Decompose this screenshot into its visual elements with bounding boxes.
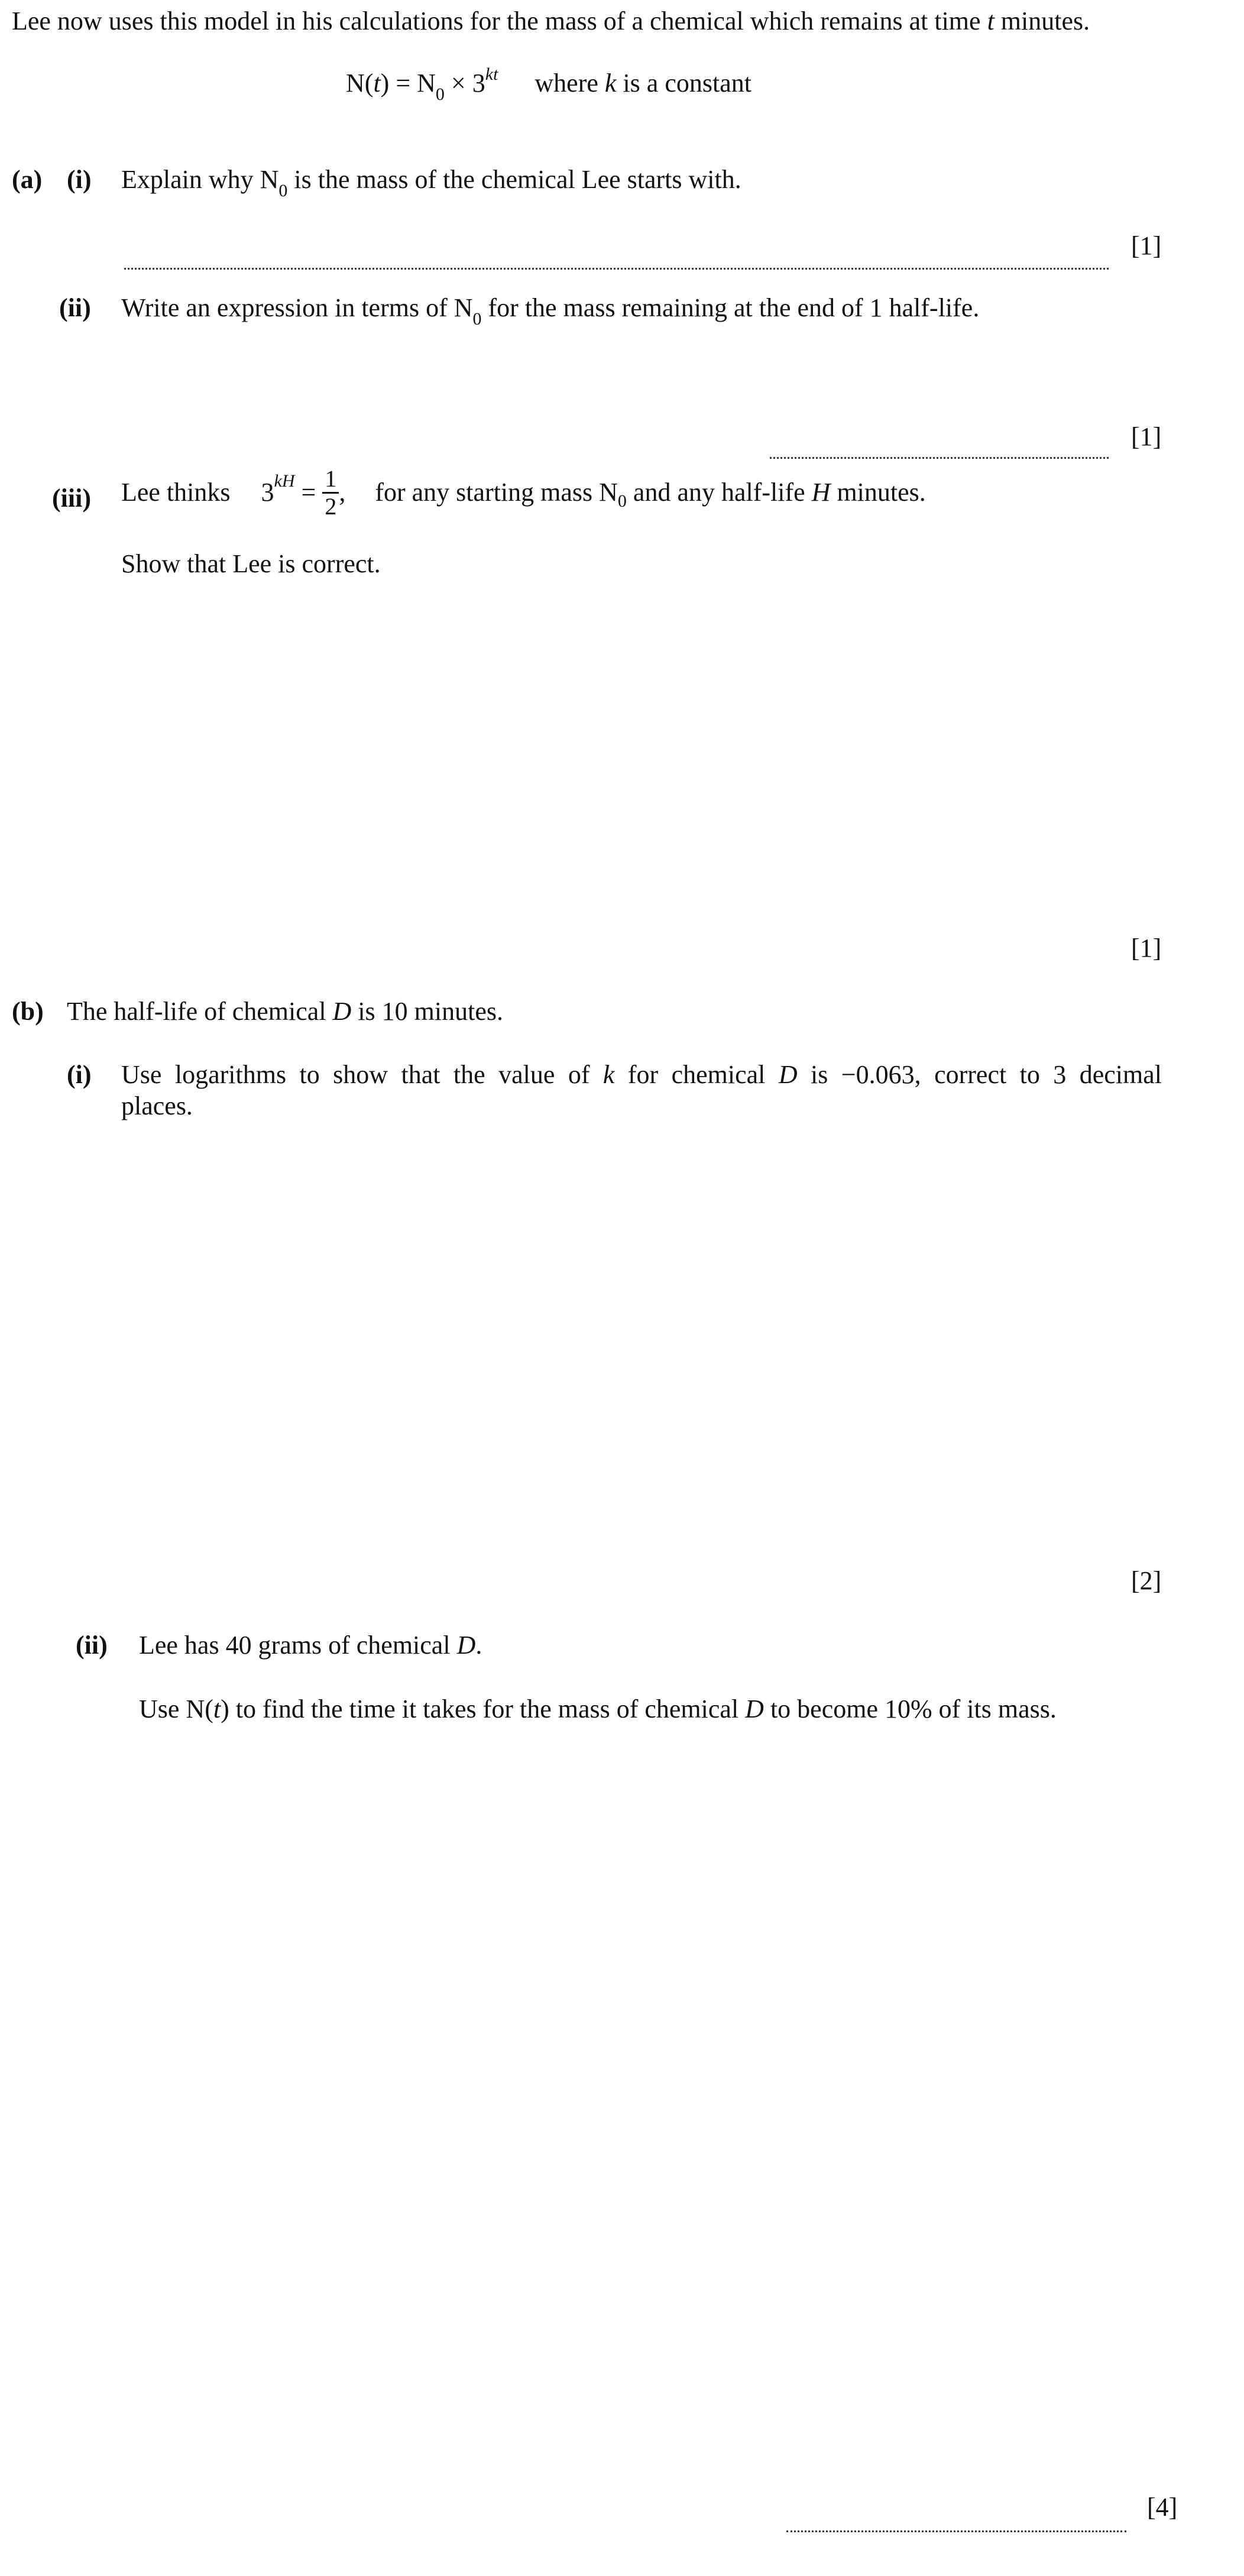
part-b-ii-line1	[139, 1630, 482, 1661]
part-a-iii-comma: ,	[339, 478, 346, 507]
part-b-ii-line1-before: Lee has 40 grams of chemical	[139, 1631, 457, 1660]
part-b-ii-var-t: t	[213, 1694, 221, 1723]
part-a-ii-text-before: Write an expression in terms of N	[121, 293, 473, 322]
part-b-i-text-after: is −0.063, correct to 3 decimal	[797, 1060, 1162, 1089]
part-a-iii-exponent: kH	[274, 471, 295, 491]
formula-times: × 3	[444, 69, 485, 98]
part-a-i-subscript-0: 0	[278, 181, 288, 200]
part-a-iii-text-mid2: and any half-life	[626, 478, 812, 507]
part-a-i-text-before: Explain why N	[121, 165, 279, 194]
part-b-ii-var-D: D	[456, 1631, 476, 1660]
part-a-iii-mark: [1]	[1131, 934, 1162, 963]
part-a-iii-text-end: minutes.	[830, 478, 926, 507]
part-a-ii-subscript-0: 0	[472, 309, 482, 329]
part-a-ii-text-after: for the mass remaining at the end of 1 half-life.	[481, 293, 980, 322]
part-b-ii-var-D2: D	[745, 1694, 764, 1723]
part-b-label: (b)	[12, 997, 44, 1026]
intro-text	[12, 6, 1090, 37]
part-a-iii-base: 3	[261, 478, 274, 507]
part-b-i-text-mid: for chemical	[614, 1060, 779, 1089]
formula-var-k: k	[604, 69, 617, 98]
part-b-ii-line2-before: Use N(	[139, 1694, 213, 1723]
part-b-i-mark: [2]	[1131, 1566, 1162, 1595]
part-b-i-question-line2: places.	[121, 1091, 193, 1120]
intro-text-before: Lee now uses this model in his calculations for the mass of a chemical which remains at time	[12, 7, 987, 35]
intro-text-after: minutes.	[994, 7, 1090, 35]
part-a-ii-mark: [1]	[1131, 422, 1162, 451]
part-b-ii-mark: [4]	[1147, 2493, 1178, 2522]
formula-exponent: kt	[485, 64, 498, 84]
part-b-i-text-before: Use logarithms to show that the value of	[121, 1060, 603, 1089]
part-a-iii-frac-den: 2	[325, 493, 337, 520]
part-a-label: (a)	[12, 165, 43, 194]
formula-N: N	[346, 69, 365, 98]
formula-subscript-0: 0	[435, 85, 445, 104]
part-b-i-var-k: k	[602, 1060, 615, 1089]
part-b-intro	[67, 996, 503, 1028]
part-a-iii-var-H: H	[811, 478, 831, 507]
part-b-var-D: D	[332, 997, 352, 1026]
formula-where: where	[534, 69, 605, 98]
part-a-iii-lee-thinks: Lee thinks	[121, 478, 231, 507]
formula-constant-text: is a constant	[616, 69, 751, 98]
part-a-i-text-after: is the mass of the chemical Lee starts with.	[287, 165, 741, 194]
part-a-iii-equals: =	[294, 478, 323, 507]
part-a-iii-frac-num: 1	[322, 467, 339, 494]
formula-paren-open: (	[364, 69, 374, 98]
part-b-intro-after: is 10 minutes.	[351, 997, 504, 1026]
part-b-intro-before: The half-life of chemical	[67, 997, 333, 1026]
formula-eq: ) = N	[380, 69, 436, 98]
part-a-i-question	[121, 164, 741, 200]
part-b-ii-line1-after: .	[475, 1631, 482, 1660]
part-a-ii-label: (ii)	[59, 293, 91, 322]
model-formula	[346, 64, 751, 104]
part-a-i-answer-line[interactable]	[124, 251, 1109, 283]
formula-var-t: t	[373, 69, 381, 98]
part-a-iii-label: (iii)	[52, 484, 91, 513]
part-a-iii-question	[121, 467, 926, 519]
part-a-i-mark: [1]	[1131, 231, 1162, 260]
part-a-i-label: (i)	[67, 165, 92, 194]
part-a-iii-text-mid: for any starting mass N	[375, 478, 618, 507]
part-b-ii-line2	[139, 1694, 1057, 1725]
part-a-iii-fraction	[322, 467, 339, 519]
part-b-ii-label: (ii)	[76, 1631, 108, 1660]
part-b-ii-line2-mid: ) to find the time it takes for the mass of chemical	[221, 1694, 746, 1723]
part-b-i-question	[121, 1059, 1162, 1091]
part-a-iii-subscript-0: 0	[617, 491, 627, 511]
part-a-iii-show-text: Show that Lee is correct.	[121, 549, 381, 578]
part-b-ii-answer-line[interactable]	[786, 2514, 1126, 2545]
part-b-i-var-D: D	[778, 1060, 798, 1089]
part-b-i-label: (i)	[67, 1060, 92, 1089]
part-a-ii-question	[121, 293, 980, 329]
intro-var-t: t	[987, 7, 994, 35]
part-b-ii-line2-after: to become 10% of its mass.	[763, 1694, 1057, 1723]
